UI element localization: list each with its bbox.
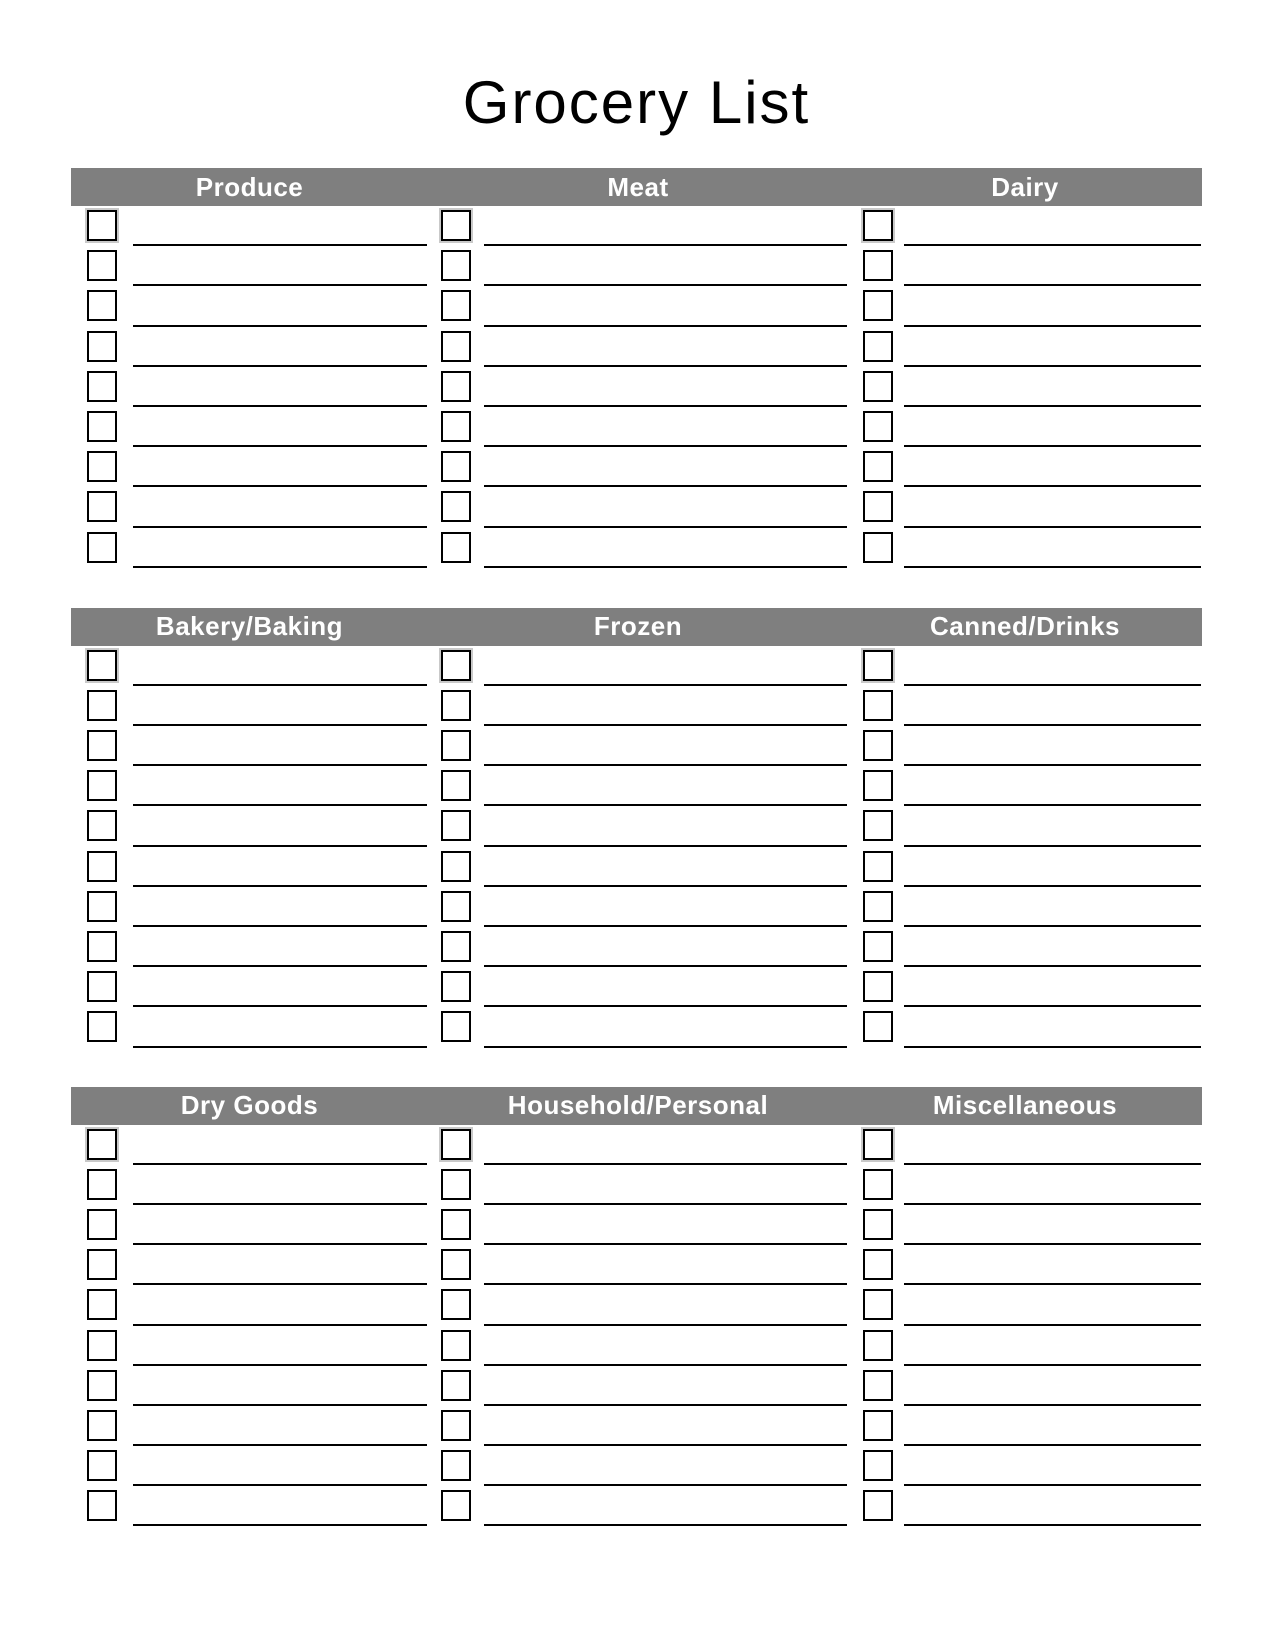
checklist-row <box>428 1285 848 1325</box>
checklist-row <box>848 1125 1202 1165</box>
category-column-produce <box>71 206 428 568</box>
item-checkbox[interactable] <box>87 1209 117 1240</box>
section-produce-meat-dairy <box>71 168 1202 568</box>
checklist-row <box>848 1007 1202 1047</box>
checklist-row <box>848 1366 1202 1406</box>
category-column-household-personal <box>428 1125 848 1527</box>
checklist-row <box>428 686 848 726</box>
section-header-bar <box>71 608 1202 646</box>
item-checkbox[interactable] <box>87 851 117 882</box>
checklist-row <box>71 887 428 927</box>
checklist-row <box>848 327 1202 367</box>
checklist-row <box>71 206 428 246</box>
item-checkbox[interactable] <box>863 1209 893 1240</box>
checklist-row <box>71 726 428 766</box>
item-checkbox[interactable] <box>87 810 117 841</box>
checklist-row <box>428 1007 848 1047</box>
checklist-row <box>848 887 1202 927</box>
item-checkbox[interactable] <box>863 931 893 962</box>
checklist-row <box>428 766 848 806</box>
checklist-row <box>428 1406 848 1446</box>
checklist-row <box>848 1205 1202 1245</box>
checklist-row <box>848 766 1202 806</box>
item-checkbox[interactable] <box>87 770 117 801</box>
item-checkbox[interactable] <box>863 1370 893 1401</box>
category-header-miscellaneous: Miscellaneous <box>932 1090 1118 1121</box>
item-checkbox[interactable] <box>863 650 893 681</box>
category-header-canned-drinks: Canned/Drinks <box>930 611 1120 642</box>
checklist-row <box>71 246 428 286</box>
checklist-row <box>848 1406 1202 1446</box>
checklist-row <box>71 447 428 487</box>
item-checkbox[interactable] <box>87 690 117 721</box>
checklist-row <box>848 447 1202 487</box>
item-checkbox[interactable] <box>863 451 893 482</box>
checklist-row <box>71 528 428 568</box>
item-checkbox[interactable] <box>87 1330 117 1361</box>
item-checkbox[interactable] <box>441 532 471 563</box>
item-checkbox[interactable] <box>87 1289 117 1320</box>
checklist-row <box>848 286 1202 326</box>
item-checkbox[interactable] <box>863 690 893 721</box>
checklist-row <box>428 367 848 407</box>
section-drygoods-household-misc <box>71 1087 1202 1527</box>
item-checkbox[interactable] <box>441 1169 471 1200</box>
item-checkbox[interactable] <box>441 331 471 362</box>
checklist-row <box>71 1446 428 1486</box>
item-write-line[interactable] <box>133 566 427 568</box>
checklist-row <box>848 528 1202 568</box>
item-write-line[interactable] <box>484 1046 847 1048</box>
checklist-row <box>848 1285 1202 1325</box>
checklist-row <box>428 1486 848 1526</box>
item-checkbox[interactable] <box>441 851 471 882</box>
item-checkbox[interactable] <box>441 730 471 761</box>
checklist-row <box>848 686 1202 726</box>
checklist-row <box>428 1245 848 1285</box>
item-checkbox[interactable] <box>441 1330 471 1361</box>
section-bakery-frozen-canned <box>71 608 1202 1048</box>
checklist-row <box>848 806 1202 846</box>
item-checkbox[interactable] <box>87 1249 117 1280</box>
category-header-meat: Meat <box>607 171 669 202</box>
checklist-row <box>71 766 428 806</box>
item-checkbox[interactable] <box>863 810 893 841</box>
checklist-row <box>428 967 848 1007</box>
checklist-row <box>71 1125 428 1165</box>
item-checkbox[interactable] <box>87 491 117 522</box>
item-checkbox[interactable] <box>441 1490 471 1521</box>
category-header-produce: Produce <box>195 171 304 202</box>
item-checkbox[interactable] <box>441 290 471 321</box>
item-checkbox[interactable] <box>87 250 117 281</box>
checklist-row <box>71 487 428 527</box>
checklist-row <box>848 1245 1202 1285</box>
checklist-row <box>428 847 848 887</box>
grocery-list-content <box>71 0 1202 1526</box>
checklist-row <box>848 1165 1202 1205</box>
item-checkbox[interactable] <box>863 250 893 281</box>
checklist-row <box>428 407 848 447</box>
item-checkbox[interactable] <box>441 770 471 801</box>
item-checkbox[interactable] <box>863 210 893 241</box>
item-checkbox[interactable] <box>87 971 117 1002</box>
item-checkbox[interactable] <box>441 250 471 281</box>
item-checkbox[interactable] <box>863 1129 893 1160</box>
checklist-row <box>428 646 848 686</box>
item-checkbox[interactable] <box>441 931 471 962</box>
checklist-row <box>428 927 848 967</box>
item-checkbox[interactable] <box>863 371 893 402</box>
item-checkbox[interactable] <box>441 650 471 681</box>
category-column-dairy <box>848 206 1202 568</box>
checklist-row <box>71 1406 428 1446</box>
item-checkbox[interactable] <box>441 1209 471 1240</box>
checklist-row <box>848 646 1202 686</box>
item-checkbox[interactable] <box>863 1289 893 1320</box>
item-checkbox[interactable] <box>87 1450 117 1481</box>
checklist-row <box>428 726 848 766</box>
item-checkbox[interactable] <box>87 532 117 563</box>
item-checkbox[interactable] <box>441 371 471 402</box>
item-write-line[interactable] <box>484 566 847 568</box>
category-column-canned-drinks <box>848 646 1202 1048</box>
item-checkbox[interactable] <box>863 411 893 442</box>
category-header-frozen: Frozen <box>593 611 683 642</box>
checklist-row <box>428 246 848 286</box>
item-checkbox[interactable] <box>87 290 117 321</box>
checklist-row <box>428 487 848 527</box>
category-header-dairy: Dairy <box>991 171 1059 202</box>
checklist-row <box>428 528 848 568</box>
item-checkbox[interactable] <box>87 210 117 241</box>
category-header-dry-goods: Dry Goods <box>180 1090 319 1121</box>
item-write-line[interactable] <box>133 1524 427 1526</box>
item-checkbox[interactable] <box>863 971 893 1002</box>
item-checkbox[interactable] <box>863 1330 893 1361</box>
item-checkbox[interactable] <box>863 1249 893 1280</box>
checklist-row <box>71 407 428 447</box>
checklist-row <box>71 327 428 367</box>
item-checkbox[interactable] <box>441 1011 471 1042</box>
checklist-row <box>71 286 428 326</box>
item-checkbox[interactable] <box>441 690 471 721</box>
item-checkbox[interactable] <box>441 411 471 442</box>
checklist-row <box>848 726 1202 766</box>
item-checkbox[interactable] <box>87 1490 117 1521</box>
item-checkbox[interactable] <box>441 1289 471 1320</box>
item-checkbox[interactable] <box>863 1410 893 1441</box>
item-checkbox[interactable] <box>441 1450 471 1481</box>
item-checkbox[interactable] <box>87 371 117 402</box>
item-checkbox[interactable] <box>441 891 471 922</box>
item-checkbox[interactable] <box>863 1169 893 1200</box>
item-checkbox[interactable] <box>87 1129 117 1160</box>
checklist-row <box>71 927 428 967</box>
item-checkbox[interactable] <box>87 451 117 482</box>
section-header-bar <box>71 1087 1202 1125</box>
checklist-row <box>71 967 428 1007</box>
item-checkbox[interactable] <box>863 1450 893 1481</box>
item-write-line[interactable] <box>133 1046 427 1048</box>
item-write-line[interactable] <box>904 1524 1201 1526</box>
checklist-row <box>848 206 1202 246</box>
checklist-row <box>71 367 428 407</box>
checklist-row <box>848 1446 1202 1486</box>
item-checkbox[interactable] <box>441 1370 471 1401</box>
checklist-row <box>71 686 428 726</box>
item-checkbox[interactable] <box>441 491 471 522</box>
item-checkbox[interactable] <box>87 411 117 442</box>
checklist-row <box>71 1165 428 1205</box>
item-checkbox[interactable] <box>87 730 117 761</box>
checklist-row <box>848 927 1202 967</box>
checklist-row <box>428 1205 848 1245</box>
item-checkbox[interactable] <box>441 1129 471 1160</box>
checklist-row <box>848 967 1202 1007</box>
checklist-row <box>428 286 848 326</box>
item-checkbox[interactable] <box>441 971 471 1002</box>
item-checkbox[interactable] <box>441 1410 471 1441</box>
item-write-line[interactable] <box>484 1524 847 1526</box>
item-checkbox[interactable] <box>863 1011 893 1042</box>
checklist-row <box>71 1007 428 1047</box>
item-checkbox[interactable] <box>863 891 893 922</box>
section-columns <box>71 206 1202 568</box>
checklist-row <box>428 447 848 487</box>
item-checkbox[interactable] <box>441 451 471 482</box>
item-checkbox[interactable] <box>87 650 117 681</box>
checklist-row <box>848 246 1202 286</box>
checklist-row <box>428 1366 848 1406</box>
checklist-row <box>848 1326 1202 1366</box>
category-column-frozen <box>428 646 848 1048</box>
item-write-line[interactable] <box>904 1046 1201 1048</box>
category-column-miscellaneous <box>848 1125 1202 1527</box>
item-checkbox[interactable] <box>863 331 893 362</box>
checklist-row <box>848 1486 1202 1526</box>
section-columns <box>71 646 1202 1048</box>
checklist-row <box>71 1366 428 1406</box>
checklist-row <box>428 206 848 246</box>
item-checkbox[interactable] <box>863 1490 893 1521</box>
item-checkbox[interactable] <box>441 1249 471 1280</box>
category-header-household-personal: Household/Personal <box>507 1090 769 1121</box>
checklist-row <box>848 367 1202 407</box>
item-checkbox[interactable] <box>863 730 893 761</box>
item-checkbox[interactable] <box>863 532 893 563</box>
checklist-row <box>428 806 848 846</box>
item-checkbox[interactable] <box>87 331 117 362</box>
checklist-row <box>428 1165 848 1205</box>
category-column-meat <box>428 206 848 568</box>
checklist-row <box>71 1285 428 1325</box>
item-checkbox[interactable] <box>87 1011 117 1042</box>
checklist-row <box>428 1326 848 1366</box>
checklist-row <box>848 407 1202 447</box>
checklist-row <box>71 847 428 887</box>
section-header-bar <box>71 168 1202 206</box>
section-columns <box>71 1125 1202 1527</box>
checklist-row <box>848 487 1202 527</box>
item-checkbox[interactable] <box>87 1370 117 1401</box>
checklist-row <box>71 1326 428 1366</box>
item-checkbox[interactable] <box>87 931 117 962</box>
item-checkbox[interactable] <box>863 770 893 801</box>
item-checkbox[interactable] <box>87 1410 117 1441</box>
item-checkbox[interactable] <box>441 810 471 841</box>
checklist-row <box>428 1446 848 1486</box>
item-write-line[interactable] <box>904 566 1201 568</box>
checklist-row <box>71 1205 428 1245</box>
checklist-row <box>71 806 428 846</box>
item-checkbox[interactable] <box>863 491 893 522</box>
checklist-row <box>428 1125 848 1165</box>
category-header-bakery-baking: Bakery/Baking <box>155 611 344 642</box>
item-checkbox[interactable] <box>87 891 117 922</box>
item-checkbox[interactable] <box>863 290 893 321</box>
checklist-row <box>71 1245 428 1285</box>
item-checkbox[interactable] <box>863 851 893 882</box>
category-column-dry-goods <box>71 1125 428 1527</box>
checklist-row <box>428 327 848 367</box>
checklist-row <box>848 847 1202 887</box>
checklist-row <box>71 1486 428 1526</box>
category-column-bakery-baking <box>71 646 428 1048</box>
checklist-row <box>71 646 428 686</box>
checklist-row <box>428 887 848 927</box>
item-checkbox[interactable] <box>87 1169 117 1200</box>
page-title: Grocery List <box>462 69 811 136</box>
item-checkbox[interactable] <box>441 210 471 241</box>
